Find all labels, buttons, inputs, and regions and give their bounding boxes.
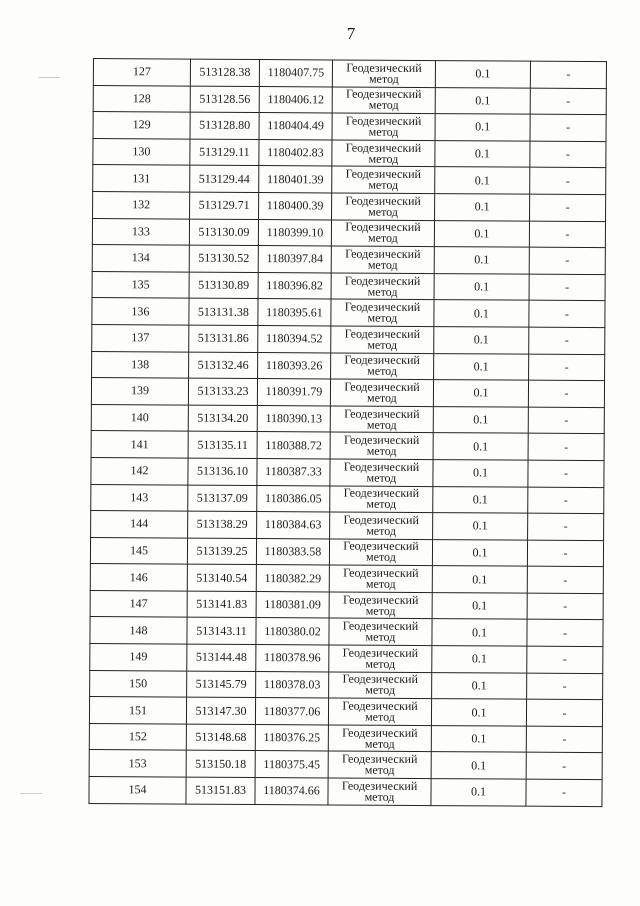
point-number-cell: 142 — [91, 457, 188, 484]
accuracy-cell: 0.1 — [433, 433, 528, 460]
accuracy-cell: 0.1 — [432, 619, 527, 646]
method-line1: Геодезический — [342, 698, 418, 714]
method-line1: Геодезический — [344, 406, 420, 421]
method-line1: Геодезический — [346, 86, 422, 102]
method-line1: Геодезический — [343, 512, 419, 527]
x-coordinate-cell: 513133.23 — [188, 378, 257, 405]
table-row — [93, 138, 606, 168]
method-cell — [330, 406, 433, 433]
y-coordinate-cell: 1180388.72 — [257, 432, 330, 459]
method-cell — [329, 672, 432, 699]
method-line2: метод — [364, 762, 395, 778]
accuracy-cell: 0.1 — [434, 353, 529, 380]
point-number-cell: 134 — [92, 245, 189, 272]
y-coordinate-cell: 1180380.02 — [256, 618, 329, 645]
table-row — [93, 191, 606, 221]
method-cell — [331, 273, 434, 300]
accuracy-cell: 0.1 — [431, 752, 526, 779]
note-cell: - — [530, 194, 606, 221]
method-line2: метод — [365, 603, 396, 618]
accuracy-cell: 0.1 — [433, 459, 528, 486]
table-row — [90, 644, 603, 674]
note-cell: - — [528, 433, 604, 460]
method-line2: метод — [366, 496, 397, 512]
note-cell: - — [526, 699, 602, 726]
table-row — [93, 165, 606, 195]
point-number-cell: 128 — [93, 85, 190, 112]
method-line2: метод — [367, 257, 398, 272]
method-line2: метод — [368, 151, 399, 166]
method-cell — [330, 379, 433, 406]
method-line2: метод — [366, 550, 396, 565]
table-row — [89, 697, 602, 727]
point-number-cell: 141 — [91, 431, 188, 458]
method-line1: Геодезический — [342, 725, 418, 740]
method-line1: Геодезический — [342, 645, 419, 660]
y-coordinate-cell: 1180391.79 — [257, 379, 330, 406]
x-coordinate-cell: 513130.89 — [189, 272, 258, 299]
method-line2: метод — [368, 177, 399, 193]
accuracy-cell: 0.1 — [431, 699, 526, 726]
method-line2: метод — [365, 656, 396, 671]
method-cell — [329, 645, 432, 672]
y-coordinate-cell: 1180375.45 — [255, 751, 328, 778]
method-line2: метод — [367, 364, 398, 379]
x-coordinate-cell: 513131.86 — [189, 325, 258, 352]
method-line2: метод — [364, 789, 395, 804]
method-line2: метод — [368, 204, 398, 219]
note-cell: - — [527, 646, 603, 673]
table-row — [92, 324, 605, 354]
point-number-cell: 127 — [93, 59, 190, 86]
point-number-cell: 132 — [93, 191, 190, 218]
x-coordinate-cell: 513148.68 — [186, 724, 255, 751]
y-coordinate-cell: 1180386.05 — [257, 485, 330, 512]
table-row — [92, 298, 605, 328]
y-coordinate-cell: 1180387.33 — [257, 458, 330, 485]
point-number-cell: 148 — [90, 617, 187, 644]
note-cell: - — [527, 593, 603, 620]
method-line2: метод — [366, 470, 397, 485]
x-coordinate-cell: 513139.25 — [187, 538, 256, 565]
y-coordinate-cell: 1180399.10 — [258, 219, 331, 246]
note-cell: - — [528, 407, 604, 434]
x-coordinate-cell: 513150.18 — [186, 751, 255, 778]
y-coordinate-cell: 1180393.26 — [258, 352, 331, 379]
accuracy-cell: 0.1 — [434, 273, 529, 300]
x-coordinate-cell: 513147.30 — [186, 697, 255, 724]
method-line1: Геодезический — [345, 113, 422, 128]
y-coordinate-cell: 1180401.39 — [259, 166, 332, 193]
point-number-cell: 143 — [91, 484, 188, 511]
note-cell: - — [530, 141, 606, 168]
table-row — [91, 457, 604, 487]
coordinates-table — [88, 58, 607, 807]
method-line2: метод — [368, 71, 399, 86]
method-cell — [330, 485, 433, 512]
point-number-cell: 147 — [90, 590, 187, 617]
x-coordinate-cell: 513141.83 — [187, 591, 256, 618]
method-line1: Геодезический — [344, 273, 421, 288]
method-line2: метод — [366, 390, 397, 405]
note-cell: - — [529, 301, 605, 328]
note-cell: - — [530, 168, 606, 195]
method-cell — [332, 113, 435, 140]
method-line1: Геодезический — [345, 140, 422, 155]
y-coordinate-cell: 1180402.83 — [259, 139, 332, 166]
accuracy-cell: 0.1 — [433, 406, 528, 433]
accuracy-cell: 0.1 — [435, 140, 530, 167]
method-cell — [329, 592, 432, 619]
method-cell — [330, 432, 433, 459]
method-line1: Геодезический — [343, 485, 420, 501]
note-cell: - — [529, 354, 605, 381]
x-coordinate-cell: 513137.09 — [188, 485, 257, 512]
scan-bleed-mark: ⸻ — [20, 788, 43, 798]
accuracy-cell: 0.1 — [434, 220, 529, 247]
accuracy-cell: 0.1 — [435, 167, 530, 194]
x-coordinate-cell: 513134.20 — [188, 405, 257, 432]
note-cell: - — [527, 540, 603, 567]
note-cell: - — [526, 753, 602, 780]
method-cell — [332, 193, 435, 220]
table-row — [93, 85, 606, 115]
x-coordinate-cell: 513143.11 — [187, 618, 256, 645]
x-coordinate-cell: 513131.38 — [189, 298, 258, 325]
y-coordinate-cell: 1180394.52 — [258, 325, 331, 352]
table-row — [92, 271, 605, 301]
point-number-cell: 146 — [90, 564, 187, 591]
x-coordinate-cell: 513130.09 — [189, 219, 258, 246]
accuracy-cell: 0.1 — [432, 646, 527, 673]
accuracy-cell: 0.1 — [435, 194, 530, 221]
accuracy-cell: 0.1 — [432, 592, 527, 619]
table-row — [93, 59, 606, 89]
point-number-cell: 138 — [92, 351, 189, 378]
point-number-cell: 154 — [89, 777, 186, 804]
method-cell — [331, 352, 434, 379]
accuracy-cell: 0.1 — [434, 247, 529, 274]
scan-bleed-mark: ⸻ — [38, 72, 61, 82]
method-line2: метод — [365, 709, 395, 724]
accuracy-cell: 0.1 — [435, 87, 530, 114]
accuracy-cell: 0.1 — [434, 300, 529, 327]
point-number-cell: 135 — [92, 271, 189, 298]
note-cell: - — [527, 673, 603, 700]
accuracy-cell: 0.1 — [431, 725, 526, 752]
point-number-cell: 149 — [90, 644, 187, 671]
table-row — [91, 431, 604, 461]
table-row — [91, 511, 604, 541]
note-cell: - — [529, 327, 605, 354]
method-line1: Геодезический — [341, 778, 418, 793]
method-line1: Геодезический — [345, 166, 422, 182]
point-number-cell: 140 — [91, 404, 188, 431]
method-line1: Геодезический — [344, 326, 421, 341]
point-number-cell: 139 — [91, 378, 188, 405]
method-cell — [328, 725, 431, 752]
method-line2: метод — [366, 443, 397, 458]
accuracy-cell: 0.1 — [433, 380, 528, 407]
method-line1: Геодезический — [344, 299, 421, 315]
method-cell — [328, 698, 431, 725]
table-row — [89, 723, 602, 753]
method-line1: Геодезический — [345, 246, 421, 261]
y-coordinate-cell: 1180378.03 — [256, 671, 329, 698]
method-line1: Геодезический — [344, 379, 420, 394]
accuracy-cell: 0.1 — [435, 61, 530, 88]
y-coordinate-cell: 1180382.29 — [256, 565, 329, 592]
coordinates-table-container — [88, 58, 613, 807]
method-line2: метод — [367, 284, 398, 299]
method-cell — [330, 459, 433, 486]
note-cell: - — [529, 274, 605, 301]
x-coordinate-cell: 513132.46 — [189, 352, 258, 379]
x-coordinate-cell: 513136.10 — [188, 458, 257, 485]
x-coordinate-cell: 513129.71 — [190, 192, 259, 219]
note-cell: - — [529, 221, 605, 248]
y-coordinate-cell: 1180396.82 — [258, 272, 331, 299]
method-line1: Геодезический — [345, 193, 421, 208]
note-cell: - — [530, 114, 606, 141]
method-line2: метод — [367, 337, 398, 352]
note-cell: - — [528, 380, 604, 407]
table-row — [89, 750, 602, 780]
method-line2: метод — [365, 683, 396, 698]
accuracy-cell: 0.1 — [431, 779, 526, 806]
accuracy-cell: 0.1 — [435, 114, 530, 141]
method-line1: Геодезический — [343, 565, 419, 581]
point-number-cell: 130 — [93, 138, 190, 165]
note-cell: - — [528, 460, 604, 487]
method-line1: Геодезический — [344, 352, 420, 368]
point-number-cell: 151 — [89, 697, 186, 724]
point-number-cell: 137 — [92, 324, 189, 351]
y-coordinate-cell: 1180390.13 — [257, 405, 330, 432]
method-line2: метод — [366, 417, 397, 432]
method-line2: метод — [364, 736, 395, 751]
point-number-cell: 131 — [93, 165, 190, 192]
table-body — [89, 59, 607, 807]
table-row — [90, 537, 603, 567]
y-coordinate-cell: 1180407.75 — [259, 60, 332, 87]
accuracy-cell: 0.1 — [433, 513, 528, 540]
point-number-cell: 150 — [90, 670, 187, 697]
accuracy-cell: 0.1 — [432, 566, 527, 593]
y-coordinate-cell: 1180376.25 — [255, 724, 328, 751]
table-row — [89, 777, 602, 807]
note-cell: - — [527, 566, 603, 593]
table-row — [90, 670, 603, 700]
x-coordinate-cell: 513128.80 — [190, 112, 259, 139]
note-cell: - — [529, 247, 605, 274]
point-number-cell: 144 — [91, 511, 188, 538]
y-coordinate-cell: 1180381.09 — [256, 591, 329, 618]
method-line1: Геодезический — [343, 459, 420, 474]
table-row — [90, 564, 603, 594]
page-number: 7 — [346, 24, 356, 43]
table-row — [92, 351, 605, 381]
note-cell: - — [528, 513, 604, 540]
method-cell — [332, 87, 435, 114]
table-row — [90, 590, 603, 620]
method-cell — [332, 140, 435, 167]
x-coordinate-cell: 513130.52 — [189, 245, 258, 272]
method-cell — [329, 539, 432, 566]
method-line2: метод — [366, 523, 397, 538]
method-cell — [331, 246, 434, 273]
method-cell — [330, 512, 433, 539]
point-number-cell: 152 — [89, 723, 186, 750]
point-number-cell: 133 — [92, 218, 189, 245]
note-cell: - — [526, 726, 602, 753]
note-cell: - — [530, 61, 606, 88]
method-cell — [331, 220, 434, 247]
method-cell — [329, 618, 432, 645]
table-row — [91, 484, 604, 514]
table-row — [92, 245, 605, 275]
point-number-cell: 145 — [90, 537, 187, 564]
y-coordinate-cell: 1180400.39 — [259, 192, 332, 219]
method-cell — [331, 326, 434, 353]
note-cell: - — [528, 487, 604, 514]
method-line1: Геодезический — [342, 671, 418, 687]
x-coordinate-cell: 513135.11 — [188, 431, 257, 458]
method-line2: метод — [367, 231, 398, 246]
y-coordinate-cell: 1180397.84 — [258, 246, 331, 273]
point-number-cell: 136 — [92, 298, 189, 325]
method-line2: метод — [367, 310, 398, 326]
table-row — [90, 617, 603, 647]
method-cell — [328, 778, 431, 805]
method-line1: Геодезический — [341, 751, 418, 767]
method-line1: Геодезический — [343, 539, 419, 554]
y-coordinate-cell: 1180384.63 — [257, 512, 330, 539]
method-cell — [329, 565, 432, 592]
table-row — [91, 404, 604, 434]
x-coordinate-cell: 513140.54 — [187, 564, 256, 591]
x-coordinate-cell: 513128.38 — [190, 59, 259, 86]
table-row — [92, 218, 605, 248]
method-cell — [331, 299, 434, 326]
method-cell — [328, 751, 431, 778]
method-line2: метод — [368, 124, 399, 139]
x-coordinate-cell: 513151.83 — [186, 777, 255, 804]
x-coordinate-cell: 513145.79 — [187, 671, 256, 698]
x-coordinate-cell: 513144.48 — [187, 644, 256, 671]
table-row — [91, 378, 604, 408]
accuracy-cell: 0.1 — [432, 672, 527, 699]
point-number-cell: 129 — [93, 112, 190, 139]
method-line2: метод — [368, 98, 399, 113]
method-line2: метод — [365, 629, 396, 645]
y-coordinate-cell: 1180377.06 — [255, 698, 328, 725]
y-coordinate-cell: 1180395.61 — [258, 299, 331, 326]
method-cell — [332, 166, 435, 193]
note-cell: - — [530, 88, 606, 115]
accuracy-cell: 0.1 — [434, 327, 529, 354]
note-cell: - — [527, 620, 603, 647]
accuracy-cell: 0.1 — [433, 486, 528, 513]
y-coordinate-cell: 1180378.96 — [256, 645, 329, 672]
x-coordinate-cell: 513138.29 — [188, 511, 257, 538]
point-number-cell: 153 — [89, 750, 186, 777]
method-line1: Геодезический — [345, 219, 421, 235]
accuracy-cell: 0.1 — [432, 539, 527, 566]
x-coordinate-cell: 513128.56 — [190, 86, 259, 113]
method-line1: Геодезический — [343, 432, 420, 448]
y-coordinate-cell: 1180406.12 — [259, 86, 332, 113]
y-coordinate-cell: 1180374.66 — [255, 778, 328, 805]
method-line1: Геодезический — [346, 60, 422, 75]
method-line2: метод — [365, 576, 396, 591]
x-coordinate-cell: 513129.44 — [190, 165, 259, 192]
method-line1: Геодезический — [342, 592, 419, 607]
y-coordinate-cell: 1180383.58 — [256, 538, 329, 565]
x-coordinate-cell: 513129.11 — [190, 139, 259, 166]
table-row — [93, 112, 606, 142]
y-coordinate-cell: 1180404.49 — [259, 113, 332, 140]
note-cell: - — [526, 779, 602, 806]
method-line1: Геодезический — [342, 618, 419, 634]
method-cell — [332, 60, 435, 87]
